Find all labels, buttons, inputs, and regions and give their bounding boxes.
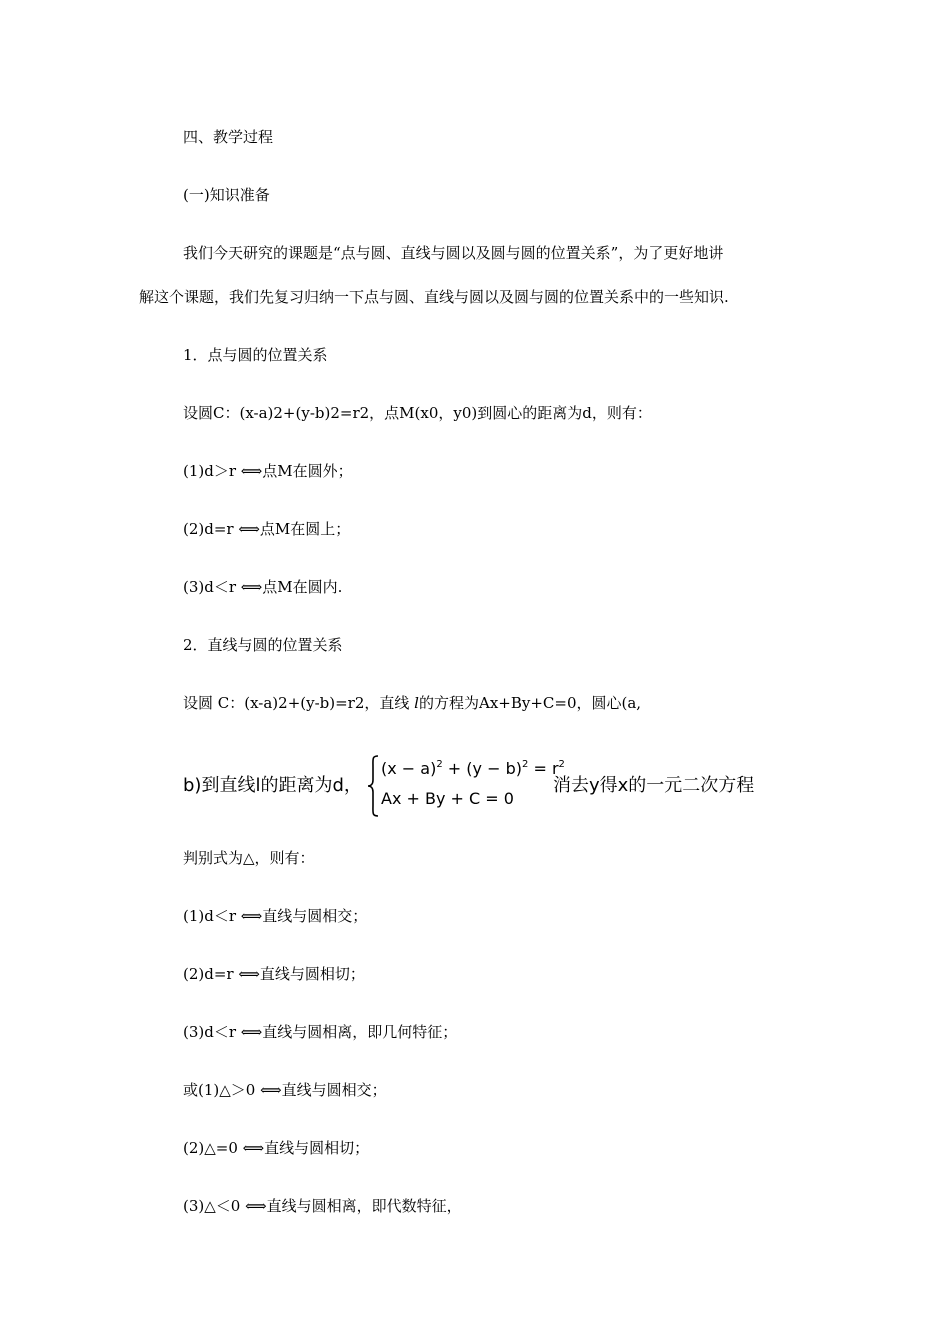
point-circle-item-3: (3)d＜r ⟺点M在圆内. — [183, 578, 343, 596]
equation-line: Ax + By + C = 0 — [381, 789, 514, 808]
setup-line-symbol: l — [414, 694, 419, 712]
equation-system-image — [183, 755, 823, 819]
point-circle-item-1: (1)d＞r ⟺点M在圆外； — [183, 462, 353, 480]
subsection-title: (一)知识准备 — [183, 186, 270, 204]
alg-item-3: (3)△＜0 ⟺直线与圆相离，即代数特征， — [183, 1197, 462, 1215]
line-circle-heading: 2．直线与圆的位置关系 — [183, 636, 343, 654]
equation-circle: $(x - a)^2 + (y - b)^2 = r^2$ — [381, 759, 565, 778]
section-title: 四、教学过程 — [183, 128, 274, 146]
geo-item-1: (1)d＜r ⟺直线与圆相交； — [183, 907, 368, 925]
alg-item-2: (2)△=0 ⟺直线与圆相切； — [183, 1139, 370, 1157]
geo-item-3: (3)d＜r ⟺直线与圆相离，即几何特征； — [183, 1023, 458, 1041]
setup-part-b: 的方程为Ax+By+C=0，圆心(a, — [418, 694, 642, 712]
setup-part-a: 设圆 C：(x-a)2+(y-b)=r2，直线 — [183, 694, 415, 712]
alg-item-1: 或(1)△＞0 ⟺直线与圆相交； — [183, 1081, 387, 1099]
formula-lead-text: b)到直线l的距离为d， — [183, 775, 362, 796]
geo-item-2: (2)d=r ⟺直线与圆相切； — [183, 965, 365, 983]
left-brace-icon — [366, 755, 380, 817]
intro-line-1: 我们今天研究的课题是“点与圆、直线与圆以及圆与圆的位置关系”，为了更好地讲 — [183, 244, 724, 262]
point-circle-item-2: (2)d=r ⟺点M在圆上； — [183, 520, 351, 538]
discriminant-line: 判别式为△，则有： — [183, 849, 315, 867]
line-circle-setup — [183, 693, 641, 713]
point-circle-heading: 1．点与圆的位置关系 — [183, 346, 328, 364]
formula-tail-text: 消去y得x的一元二次方程 — [553, 775, 755, 796]
point-circle-setup: 设圆C：(x-a)2+(y-b)2=r2，点M(x0，y0)到圆心的距离为d，则有： — [183, 404, 652, 422]
intro-line-2: 解这个课题，我们先复习归纳一下点与圆、直线与圆以及圆与圆的位置关系中的一些知识. — [139, 288, 729, 306]
